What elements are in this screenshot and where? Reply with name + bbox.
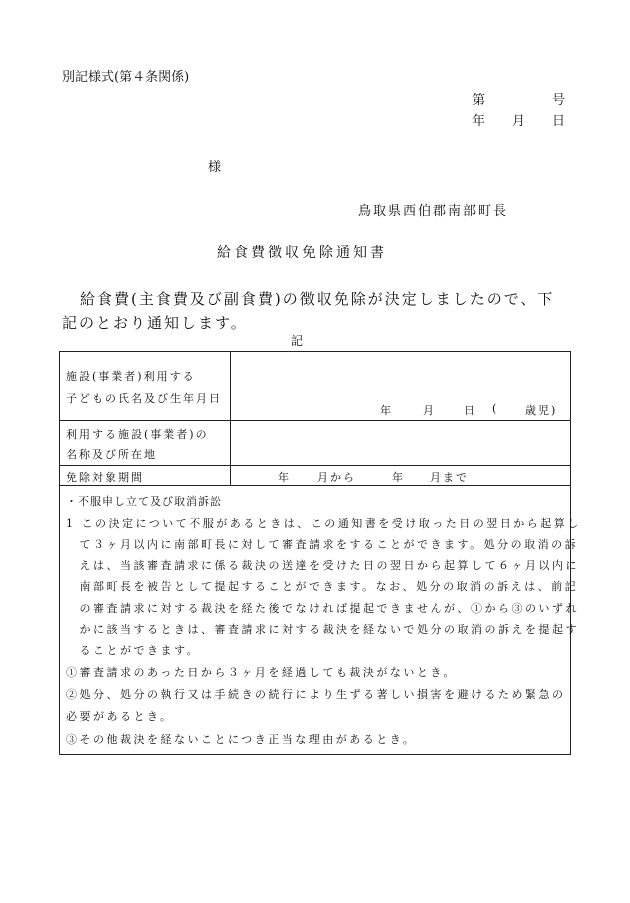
- note-line: 1 この決定について不服があるときは、この通知書を受け取った日の翌日から起算し: [66, 517, 581, 530]
- body-line-1: 給食費(主食費及び副食費)の徴収免除が決定しましたので、下: [80, 290, 555, 308]
- note-line: ②処分、処分の執行又は手続きの続行により生ずる著しい損害を避けるため緊急の: [66, 688, 566, 701]
- note-line: ③その他裁決を経ないことにつき正当な理由があるとき。: [66, 733, 417, 746]
- note-line: 南部町長を被告として提起することができます。なお、処分の取消の訴えは、前記: [66, 580, 579, 593]
- note-line: えは、当該審査請求に係る裁決の送達を受けた日の翌日から起算して６ヶ月以内に: [66, 559, 579, 572]
- document-title: 給食費徴収免除通知書: [217, 245, 387, 261]
- number-go: 号: [552, 93, 566, 108]
- birth-day-label: 日: [464, 404, 477, 417]
- period-from: 月から: [317, 471, 356, 484]
- period-year-2: 年: [392, 471, 405, 484]
- issuer-name: 鳥取県西伯郡南部町長: [358, 204, 509, 219]
- period-until: 月まで: [430, 471, 469, 484]
- child-label-line-1: 施設(事業者)利用する: [66, 370, 196, 383]
- body-line-2: 記のとおり通知します。: [62, 314, 248, 332]
- facility-label-line-2: 名称及び所在地: [66, 448, 157, 461]
- note-line: 必要があるとき。: [66, 710, 174, 723]
- ki-label: 記: [291, 334, 304, 348]
- column-divider: [230, 352, 231, 485]
- addressee-sama: 様: [208, 160, 222, 175]
- form-label: 別記様式(第４条関係): [62, 70, 190, 85]
- notes-heading: ・不服申し立て及び取消訴訟: [66, 495, 222, 508]
- note-line: の審査請求に対する裁決を経た後でなければ提起できませんが、①から③のいずれ: [66, 602, 579, 615]
- date-month: 月: [512, 114, 526, 129]
- note-line: ることができます。: [66, 644, 201, 657]
- age-paren-open: (: [492, 402, 499, 415]
- period-label: 免除対象期間: [66, 471, 144, 484]
- date-day: 日: [552, 114, 566, 129]
- age-label: 歳児): [525, 404, 558, 417]
- note-line: かに該当するときは、審査請求に対する裁決を経ないで処分の取消の訴えを提起す: [66, 623, 579, 636]
- row-divider-2: [60, 465, 570, 466]
- number-dai: 第: [472, 93, 486, 108]
- notice-table: [59, 351, 581, 755]
- child-label-line-2: 子どもの氏名及び生年月日: [66, 392, 222, 405]
- date-year: 年: [472, 114, 486, 129]
- note-line: て３ヶ月以内に南部町長に対して審査請求をすることができます。処分の取消の訴: [66, 538, 579, 551]
- birth-year-label: 年: [380, 404, 393, 417]
- period-year-1: 年: [278, 471, 291, 484]
- facility-label-line-1: 利用する施設(事業者)の: [66, 428, 209, 441]
- note-line: ①審査請求のあった日から３ヶ月を経過しても裁決がないとき。: [66, 666, 457, 679]
- row-divider-3: [60, 485, 570, 486]
- row-divider-1: [60, 420, 570, 421]
- birth-month-label: 月: [423, 404, 436, 417]
